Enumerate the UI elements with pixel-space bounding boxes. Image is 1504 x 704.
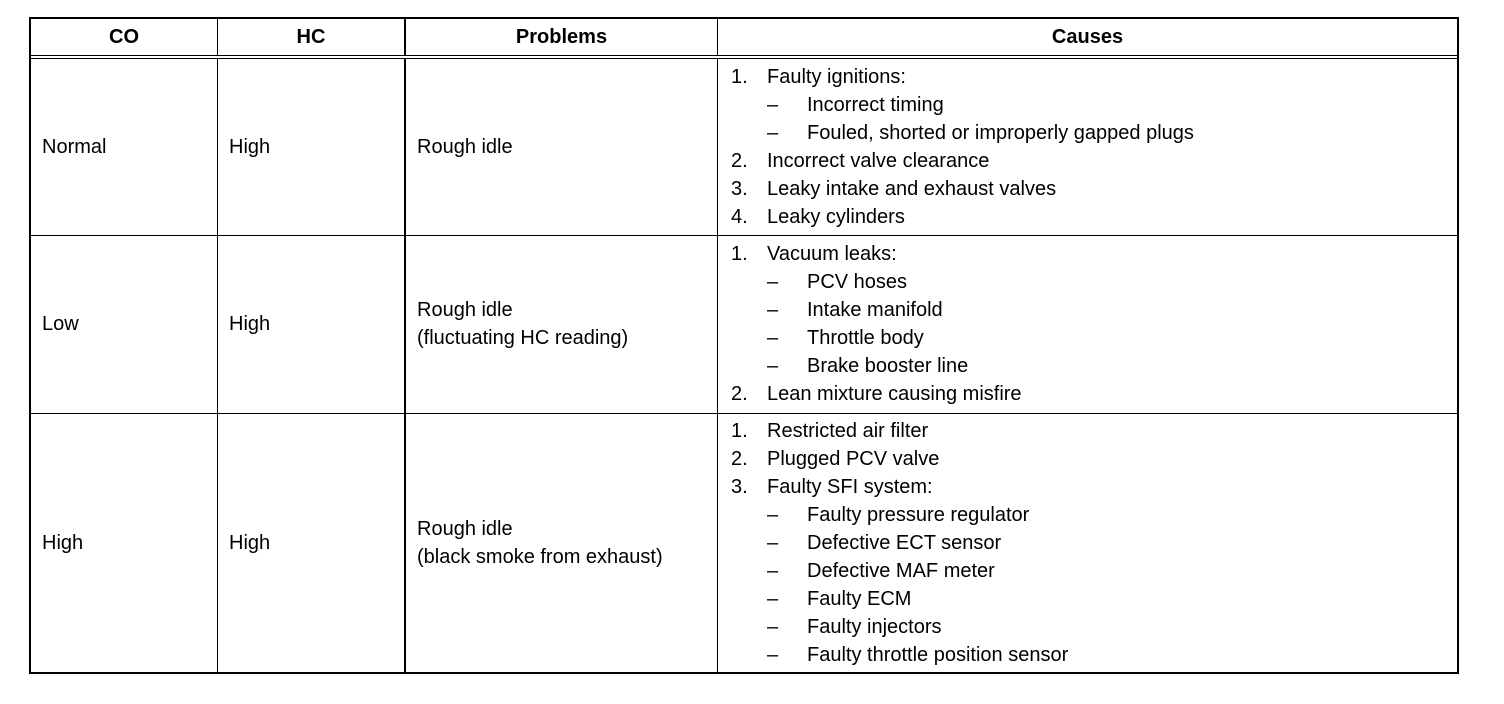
cause-text: Incorrect valve clearance	[767, 149, 990, 172]
causes-cell	[718, 57, 1458, 235]
cause-subitem-text: Defective ECT sensor	[807, 532, 1002, 555]
dash-bullet: –	[767, 121, 779, 144]
cause-subitem	[731, 641, 1457, 669]
dash-bullet: –	[767, 271, 779, 293]
co-cell: Normal	[31, 57, 218, 235]
cause-item	[731, 445, 1457, 473]
problem-cell	[405, 57, 718, 235]
cause-number: 3.	[731, 476, 748, 499]
problem-line: Rough idle	[417, 518, 513, 541]
dash-bullet: –	[767, 532, 779, 555]
dash-bullet: –	[767, 299, 779, 321]
cause-number: 4.	[731, 205, 748, 228]
cause-subitem	[731, 585, 1457, 613]
causes-cell	[718, 413, 1458, 673]
cause-item	[731, 417, 1457, 445]
cause-text: Leaky intake and exhaust valves	[767, 177, 1057, 200]
cause-subitem	[731, 91, 1457, 119]
cause-number: 1.	[731, 243, 748, 265]
cause-number: 2.	[731, 448, 748, 471]
cause-item	[731, 473, 1457, 501]
cause-subitem	[731, 296, 1457, 324]
cause-text: Restricted air filter	[767, 420, 929, 443]
dash-bullet: –	[767, 93, 779, 116]
cause-number: 1.	[731, 65, 748, 88]
problem-line: Rough idle	[417, 135, 513, 158]
cause-item	[731, 203, 1457, 231]
table-row	[31, 235, 1457, 413]
co-cell: High	[31, 413, 218, 673]
cause-subitem-text: Faulty pressure regulator	[807, 504, 1030, 527]
cause-item	[731, 380, 1457, 408]
cause-text: Leaky cylinders	[767, 205, 905, 228]
dash-bullet: –	[767, 588, 779, 611]
cause-subitem-text: Faulty injectors	[807, 616, 942, 639]
cause-subitem	[731, 557, 1457, 585]
cause-subitem-text: PCV hoses	[807, 271, 908, 293]
header-co: CO	[31, 19, 218, 57]
problem-cell	[405, 413, 718, 673]
problem-cell	[405, 235, 718, 413]
dash-bullet: –	[767, 504, 779, 527]
cause-subitem-text: Throttle body	[807, 327, 924, 349]
cause-subitem	[731, 324, 1457, 352]
cause-subitem	[731, 613, 1457, 641]
problem-line: (fluctuating HC reading)	[417, 327, 629, 349]
cause-subitem	[731, 119, 1457, 147]
problem-line: Rough idle	[417, 299, 513, 321]
header-hc: HC	[218, 19, 406, 57]
cause-subitem-text: Defective MAF meter	[807, 560, 995, 583]
problem-line: (black smoke from exhaust)	[417, 546, 663, 569]
cause-item	[731, 63, 1457, 91]
cause-number: 3.	[731, 177, 748, 200]
cause-number: 2.	[731, 149, 748, 172]
cause-item	[731, 240, 1457, 268]
cause-number: 2.	[731, 383, 748, 405]
cause-subitem	[731, 529, 1457, 557]
cause-text: Lean mixture causing misfire	[767, 383, 1022, 405]
cause-text: Plugged PCV valve	[767, 448, 940, 471]
cause-text: Faulty ignitions:	[767, 65, 906, 88]
table-row	[31, 57, 1457, 235]
hc-cell: High	[218, 235, 406, 413]
causes-cell	[718, 235, 1458, 413]
cause-number: 1.	[731, 420, 748, 443]
cause-text: Faulty SFI system:	[767, 476, 933, 499]
diagnosis-table-frame	[29, 17, 1459, 674]
dash-bullet: –	[767, 644, 779, 667]
dash-bullet: –	[767, 355, 779, 377]
hc-cell: High	[218, 413, 406, 673]
cause-item	[731, 147, 1457, 175]
cause-subitem-text: Fouled, shorted or improperly gapped plugs	[807, 121, 1194, 144]
hc-cell: High	[218, 57, 406, 235]
cause-subitem-text: Brake booster line	[807, 355, 969, 377]
cause-subitem-text: Intake manifold	[807, 299, 943, 321]
dash-bullet: –	[767, 327, 779, 349]
cause-subitem	[731, 352, 1457, 380]
cause-subitem-text: Faulty throttle position sensor	[807, 644, 1069, 667]
cause-subitem	[731, 268, 1457, 296]
dash-bullet: –	[767, 560, 779, 583]
header-causes: Causes	[718, 19, 1458, 57]
header-problems: Problems	[405, 19, 718, 57]
cause-item	[731, 175, 1457, 203]
cause-subitem-text: Incorrect timing	[807, 93, 944, 116]
table-row	[31, 413, 1457, 673]
table-body	[31, 57, 1457, 673]
co-cell: Low	[31, 235, 218, 413]
co-hc-diagnosis-table	[31, 19, 1457, 673]
dash-bullet: –	[767, 616, 779, 639]
cause-text: Vacuum leaks:	[767, 243, 897, 265]
header-row	[31, 19, 1457, 57]
cause-subitem-text: Faulty ECM	[807, 588, 912, 611]
cause-subitem	[731, 501, 1457, 529]
